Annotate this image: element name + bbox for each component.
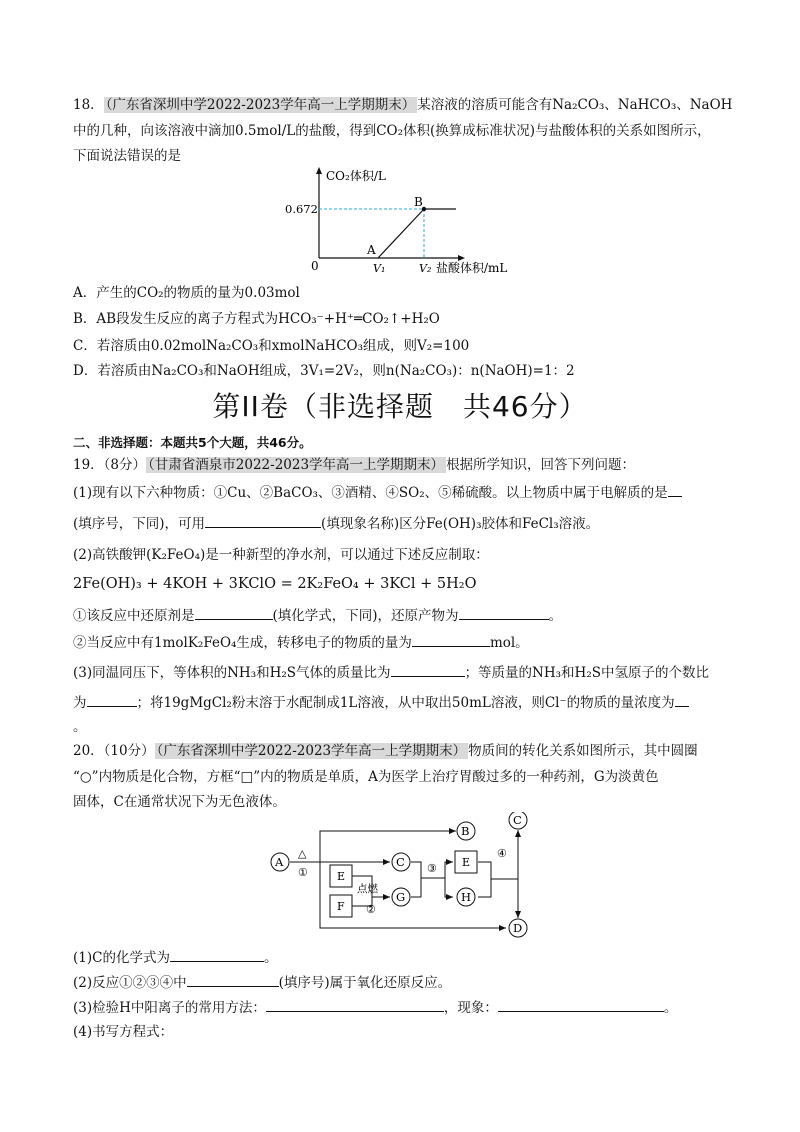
- label-e1: E: [337, 870, 346, 883]
- label-g: G: [396, 890, 406, 904]
- y-value-label: 0.672: [285, 202, 318, 216]
- q19-equation: 2Fe(OH)₃ + 4KOH + 3KClO = 2K₂FeO₄ + 3KCl + 5H₂O: [73, 576, 477, 592]
- point-b-label: B: [414, 195, 423, 209]
- q19-number: 19．（8分）: [73, 457, 147, 473]
- q19-part3-line2: [73, 692, 689, 713]
- segment-ab: [378, 209, 424, 258]
- q19-part3-text1: (3)同温同压下，等体积的NH₃和H₂S气体的质量比为: [73, 665, 391, 681]
- y-axis-arrow: [316, 167, 322, 174]
- q20-source: （广东省深圳中学2022-2023学年高一上学期期末）: [156, 743, 467, 759]
- q19-part3-text2: ；等质量的NH₃和H₂S中氢原子的个数比: [464, 665, 709, 681]
- q20-part2-text2: (填序号)属于氧化还原反应。: [278, 975, 452, 991]
- q19-part2-q1-text2: (填化学式，下同)，还原产物为: [272, 608, 459, 624]
- answer-blank-reduction-product[interactable]: [459, 605, 549, 620]
- q18-stem-line3: 下面说法错误的是: [73, 148, 181, 164]
- label-h: H: [461, 890, 472, 904]
- q18-number: 18．: [73, 97, 104, 113]
- q18-option-a: A．产生的CO₂的物质的量为0.03mol: [73, 285, 300, 301]
- label-c: C: [396, 855, 405, 869]
- label-a: A: [275, 855, 284, 869]
- label-r1: ①: [298, 866, 308, 879]
- label-f: F: [337, 900, 345, 913]
- q18-option-b: B．AB段发生反应的离子方程式为HCO₃⁻+H⁺═CO₂↑+H₂O: [73, 311, 440, 327]
- q19-part2-q2: [73, 632, 529, 653]
- q20-part2-text1: (2)反应①②③④中: [73, 975, 187, 991]
- q18-stem-line2: 中的几种，向该溶液中滴加0.5mol/L的盐酸，得到CO₂体积(换算成标准状况)与盐酸体积的关系如图所示，: [73, 123, 711, 139]
- arrow-a-to-b: [290, 831, 456, 862]
- label-r3: ③: [427, 862, 437, 875]
- q19-part2-q1: [73, 605, 562, 626]
- q20-part3-text1: (3)检验H中阳离子的常用方法：: [73, 1000, 266, 1016]
- q20-number: 20．（10分）: [73, 743, 155, 759]
- q20-stem-line2: “○”内物质是化合物，方框“□”内的物质是单质，A为医学上治疗胃酸过多的一种药剂，G为淡黄色: [73, 769, 659, 785]
- answer-blank-hydrogen-ratio[interactable]: [87, 692, 137, 707]
- q19-part1-text3: (填现象名称)区分Fe(OH)₃胶体和FeCl₃溶液。: [321, 516, 600, 532]
- q20-part3: [73, 997, 677, 1018]
- q19-source: （甘肃省酒泉市2022-2023学年高一上学期期末）: [148, 457, 445, 473]
- q19-intro: 根据所学知识，回答下列问题：: [446, 457, 636, 473]
- label-r4: ④: [497, 847, 507, 860]
- answer-blank-redox-reactions[interactable]: [187, 972, 279, 987]
- q20-reaction-diagram: [0, 812, 800, 942]
- q19-part1-text2: (填序号，下同)，可用: [73, 516, 206, 532]
- label-e2: E: [462, 856, 471, 869]
- q20-part1-text1: (1)C的化学式为: [73, 950, 170, 966]
- label-heat: △: [298, 847, 307, 860]
- arrow-to-h: [445, 878, 453, 897]
- q19-part3-line1: [73, 662, 709, 683]
- q19-part3-text3: 为: [73, 695, 87, 711]
- section-title: 第II卷（非选择题 共46分）: [212, 390, 588, 423]
- q18-graph: [0, 160, 800, 280]
- q20-part1: [73, 947, 277, 968]
- label-c2: C: [513, 813, 522, 827]
- q20-part2: [73, 972, 451, 993]
- q19-part1-line1: [73, 482, 682, 503]
- q19-part1-text1: (1)现有以下六种物质：①Cu、②BaCO₃、③酒精、④SO₂、⑤稀硫酸。以上物质中属于电解质的是: [73, 485, 668, 501]
- box-e-h: [478, 862, 491, 897]
- q20-part3-text2: ，现象：: [443, 1000, 498, 1016]
- label-r2: ②: [366, 903, 376, 916]
- q19-part3-line3: 。: [73, 719, 87, 735]
- q19-part2-q1-text3: 。: [548, 608, 563, 624]
- q20-part4: (4)书写方程式：: [73, 1024, 174, 1040]
- q20-header: [73, 741, 698, 761]
- answer-blank-mass-ratio[interactable]: [391, 662, 465, 677]
- v1-label: V₁: [373, 262, 386, 275]
- answer-blank-phenomenon-h[interactable]: [498, 997, 664, 1012]
- label-d: D: [513, 921, 523, 935]
- q20-stem-line3: 固体，C在通常状况下为无色液体。: [73, 794, 286, 810]
- answer-blank-electrolyte[interactable]: [668, 482, 682, 497]
- q19-part1-line2: [73, 513, 599, 534]
- answer-blank-phenomenon[interactable]: [205, 513, 321, 528]
- q19-part2-q1-text1: ①该反应中还原剂是: [73, 608, 195, 624]
- answer-blank-reductant[interactable]: [195, 605, 273, 620]
- q18-source: （广东省深圳中学2022-2023学年高一上学期期末）: [105, 97, 416, 113]
- x-axis-label: 盐酸体积/mL: [436, 261, 508, 275]
- q19-part2-q2-text2: mol。: [489, 635, 529, 651]
- q19-part2-intro: (2)高铁酸钾(K₂FeO₄)是一种新型的净水剂，可以通过下述反应制取：: [73, 547, 489, 563]
- q19-header: [73, 455, 635, 475]
- v2-label: V₂: [419, 262, 432, 275]
- q19-part3-text4: ；将19gMgCl₂粉末溶于水配制成1L溶液，从中取出50mL溶液，则Cl⁻的物质的量浓度为: [136, 695, 675, 711]
- y-axis-label: CO₂体积/L: [326, 169, 386, 183]
- point-a-label: A: [367, 243, 376, 257]
- arrow-g-to-h: [411, 878, 421, 897]
- answer-blank-c-formula[interactable]: [170, 947, 264, 962]
- section-heading: 二、非选择题：本题共5个大题，共46分。: [73, 435, 312, 450]
- origin-label: 0: [311, 259, 319, 273]
- q18-stem-text1: 某溶液的溶质可能含有Na₂CO₃、NaHCO₃、NaOH: [417, 97, 733, 113]
- answer-blank-concentration[interactable]: [675, 692, 689, 707]
- q18-stem-line1: [73, 95, 732, 115]
- q20-part3-text3: 。: [663, 1000, 678, 1016]
- q20-part1-text2: 。: [263, 950, 278, 966]
- label-ignite: 点燃: [357, 883, 378, 895]
- label-b: B: [461, 824, 470, 838]
- answer-blank-electron-moles[interactable]: [412, 632, 490, 647]
- q20-stem1: 物质间的转化关系如图所示，其中圆圈: [468, 743, 698, 759]
- q18-option-c: C．若溶质由0.02molNa₂CO₃和xmolNaHCO₃组成，则V₂=100: [73, 338, 470, 354]
- answer-blank-test-method[interactable]: [266, 997, 444, 1012]
- q19-part2-q2-text1: ②当反应中有1molK₂FeO₄生成，转移电子的物质的量为: [73, 635, 412, 651]
- q18-option-d: D．若溶质由Na₂CO₃和NaOH组成，3V₁=2V₂，则n(Na₂CO₃)：n(NaOH)=1：2: [73, 363, 575, 379]
